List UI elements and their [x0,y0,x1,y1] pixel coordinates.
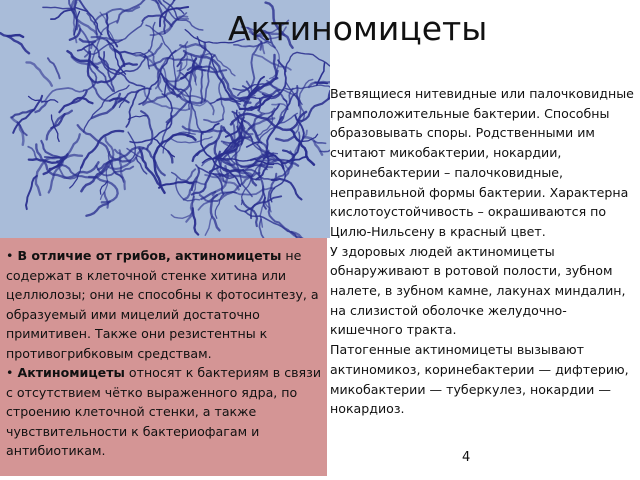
filament [197,141,216,155]
comparison-box [0,238,327,476]
filament [59,98,92,112]
slide-title: Актиномицеты [228,9,488,48]
filament [298,97,330,121]
bullet-2-bold: Актиномицеты [17,365,125,380]
filament [251,136,274,154]
description-paragraph-3: Патогенные актиномицеты вызывают актиномикоз, коринебактерии — дифтерию, микобактерии — туберкулез, нокардии — нокардиоз. [330,342,629,417]
filament [268,174,301,238]
filament [84,85,129,132]
description-text [330,84,635,419]
filament [205,217,212,236]
filament [41,141,64,158]
filament [128,132,135,160]
filament [48,58,60,78]
filament [272,179,302,200]
filament [140,23,155,56]
filament [205,69,209,100]
filament [254,90,269,95]
filament [86,202,109,216]
filament [204,119,223,122]
filament [29,96,58,102]
filament [43,7,75,9]
filament [128,116,147,120]
comparison-bullet-1 [6,246,321,363]
filament [27,62,52,85]
bullet-mark: • [6,365,14,380]
filament [81,131,123,168]
filament [320,149,330,151]
filament [193,208,199,234]
bullet-mark: • [6,248,14,263]
description-paragraph-1: Ветвящиеся нитевидные или палочковидные грамположительные бактерии. Способны образовывать споры. Родственными им считают микобактерии, нокардии, коринебактерии – палочковидные, неправильной формы бактерии. Характерна кислотоустойчивость – окрашиваются по Цилю-Нильсену в красный цвет. [330,86,634,239]
comparison-bullet-2 [6,363,321,461]
filament [276,136,295,141]
bullet-2-text: относят к бактериям в связи с отсутствием чётко выраженного ядра, по строению клеточной стенки, а также чувствительности к бактериофагам и антибиотикам. [6,365,322,458]
filament [142,16,171,27]
filament [255,55,291,70]
filament [42,88,84,102]
filament [286,85,331,89]
filament [141,111,152,149]
filament [283,150,294,155]
filament [167,101,191,122]
page-number: 4 [462,450,471,465]
description-paragraph-2: У здоровых людей актиномицеты обнаруживают в ротовой полости, зубном налете, в зубном камне, лакунах миндалин, на слизистой оболочке желудочно-кишечного тракта. [330,243,626,338]
filament [51,10,72,19]
filament [287,157,306,161]
filament [158,42,188,92]
bullet-1-text: не содержат в клеточной стенке хитина или целлюлозы; они не способны к фотосинтезу, а образуемый ими мицелий достаточно примитивен. Также они резистентны к противогрибковым средствам. [6,248,319,361]
bullet-1-bold: В отличие от грибов, актиномицеты [17,248,282,263]
filament [258,110,273,114]
